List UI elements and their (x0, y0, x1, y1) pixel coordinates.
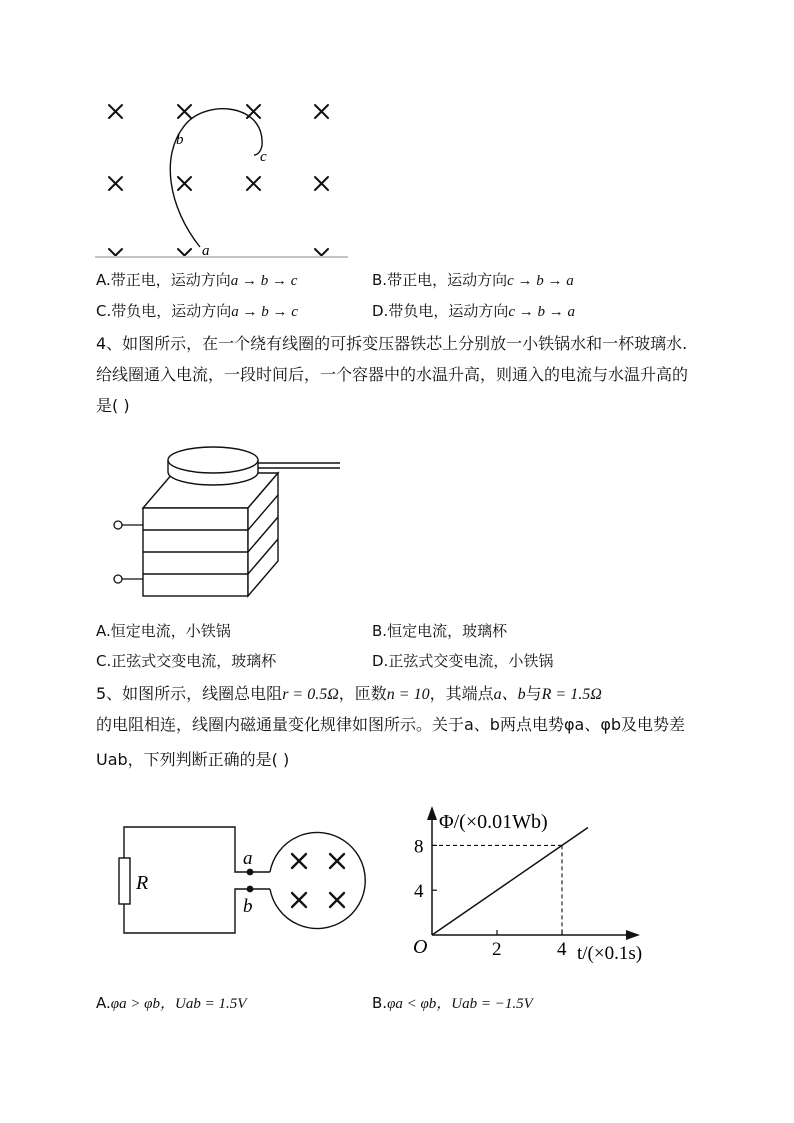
q5-stem-line-2: 的电阻相连，线圈内磁通量变化规律如图所示。关于a、b两点电势φa、φb及电势差 (96, 715, 686, 734)
cross-mark (330, 893, 344, 907)
y-tick-label: 4 (414, 881, 424, 903)
q4-stem-line-2: 给线圈通入电流，一段时间后，一个容器中的水温升高，则通入的电流与水温升高的 (96, 365, 689, 384)
label-a: a (202, 243, 210, 259)
cross-mark (315, 177, 328, 190)
field-crosses (109, 105, 328, 255)
cross-mark (315, 249, 328, 255)
x-axis-label: t/(×0.1s) (577, 943, 643, 964)
cross-mark (178, 177, 191, 190)
q3-option-c[interactable]: C.带负电，运动方向a → b → c (96, 302, 298, 320)
resistor-label: R (136, 872, 149, 894)
q3-option-d[interactable]: D.带负电，运动方向c → b → a (372, 302, 576, 320)
cross-mark (109, 177, 122, 190)
q5-stem-line-1: 5、如图所示，线圈总电阻r = 0.5Ω，匝数n = 10，其端点a、b与R = 1.5Ω (96, 684, 602, 703)
q4-option-b[interactable]: B.恒定电流，玻璃杯 (372, 622, 508, 640)
cross-mark (315, 105, 328, 118)
x-tick-label: 2 (492, 939, 502, 960)
q4-transformer-figure (108, 438, 348, 603)
terminal-b-label: b (243, 896, 253, 917)
flux-line (432, 827, 588, 935)
coil-loop (270, 833, 365, 929)
coil-leads (114, 521, 143, 583)
cross-mark (178, 249, 191, 255)
cross-mark (292, 854, 306, 868)
cross-mark (178, 105, 191, 118)
field-crosses (292, 854, 344, 907)
q4-stem-line-1: 4、如图所示，在一个绕有线圈的可拆变压器铁芯上分别放一小铁锅水和一杯玻璃水. (96, 334, 688, 353)
y-axis-arrow (427, 806, 437, 820)
q5-circuit-figure (110, 820, 380, 945)
q4-option-c[interactable]: C.正弦式交变电流，玻璃杯 (96, 652, 277, 670)
flux-time-chart (410, 800, 670, 970)
cross-mark (292, 893, 306, 907)
terminal-b (247, 886, 254, 893)
terminal-a (247, 869, 254, 876)
y-tick-label: 8 (414, 836, 424, 858)
x-axis-arrow (626, 930, 640, 940)
label-b: b (176, 132, 184, 148)
q3-option-a[interactable]: A.带正电，运动方向a → b → c (96, 271, 298, 289)
transformer-core (143, 473, 278, 596)
q5-option-b[interactable]: B.φa < φb，Uab = −1.5V (372, 994, 533, 1012)
cross-mark (109, 249, 122, 255)
q4-option-d[interactable]: D.正弦式交变电流，小铁锅 (372, 652, 554, 670)
y-axis-label: Φ/(×0.01Wb) (439, 811, 548, 833)
q5-option-a[interactable]: A.φa > φb，Uab = 1.5V (96, 994, 247, 1012)
resistor (119, 858, 130, 904)
cross-mark (330, 854, 344, 868)
x-tick-label: 4 (557, 939, 567, 960)
label-c: c (260, 149, 267, 165)
q4-option-a[interactable]: A.恒定电流，小铁锅 (96, 622, 231, 640)
q3-option-b[interactable]: B.带正电，运动方向c → b → a (372, 271, 574, 289)
q5-stem-line-3: Uab，下列判断正确的是( ) (96, 750, 290, 769)
origin-label: O (413, 936, 428, 958)
q4-stem-line-3: 是( ) (96, 396, 130, 415)
terminal-a-label: a (243, 848, 253, 869)
cross-mark (247, 177, 260, 190)
q3-field-figure (90, 95, 360, 260)
cross-mark (109, 105, 122, 118)
